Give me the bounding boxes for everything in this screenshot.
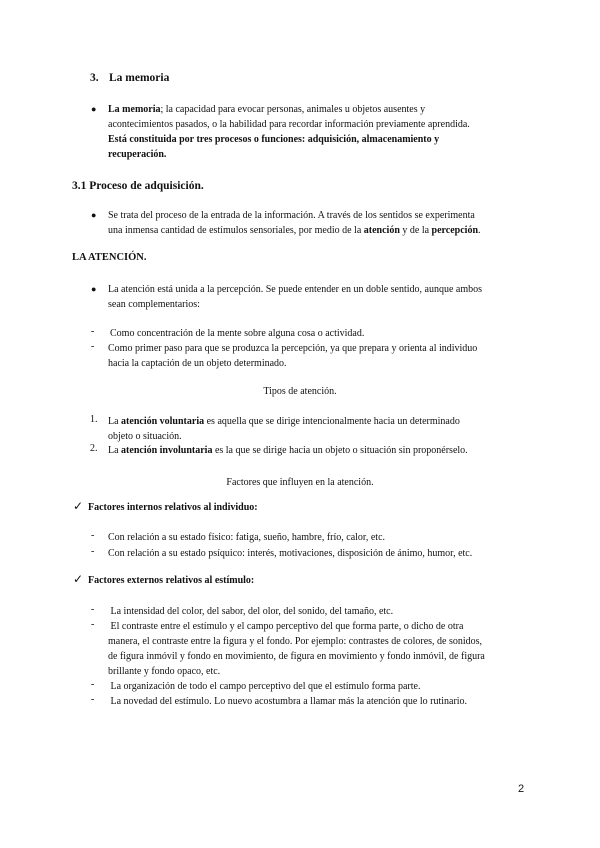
factor-interno-item: Con relación a su estado físico: fatiga, sueño, hambre, frío, calor, etc.	[108, 532, 386, 543]
section-3-1-title: 3.1 Proceso de adquisición.	[72, 180, 204, 192]
section-3-number: 3.	[90, 72, 99, 84]
bullet-dot: ●	[91, 210, 97, 220]
factor-externo-item: La organización de todo el campo perceptivo del que el estímulo forma parte.	[108, 681, 421, 692]
list-number: 2.	[90, 443, 98, 454]
tipo-item: La atención involuntaria es la que se dirige hacia un objeto o situación sin proponérselo.	[108, 445, 468, 456]
dash-marker: -	[91, 341, 95, 352]
adquisicion-paragraph: Se trata del proceso de la entrada de la información. A través de los sentidos se experimenta una inmensa cantidad de estímulos sensoriales, por medio de la atención y de la percepción.	[108, 210, 481, 236]
factor-interno-item: Con relación a su estado psíquico: interés, motivaciones, disposición de ánimo, humor, etc.	[108, 548, 473, 559]
factores-internos-title: Factores internos relativos al individuo:	[88, 502, 258, 513]
memoria-paragraph: La memoria; la capacidad para evocar personas, animales u objetos ausentes y acontecimientos pasados, o la habilidad para recordar información previamente aprendida. Está constituida por tres procesos o funciones: adquisición, almacenamiento y recuperación.	[108, 104, 470, 160]
dash-marker: -	[91, 326, 95, 337]
factor-externo-item: El contraste entre el estímulo y el campo perceptivo del que forma parte, o dicho de otra manera, el contraste entre la figura y el fondo. Por ejemplo: contrastes de colores, de sonidos, de figura inmóvil y fondo en movimiento, de figura en movimiento y fondo inmóvil, de figura brillante y fondo opaco, etc.	[108, 621, 485, 677]
atencion-dash-item: Como concentración de la mente sobre alguna cosa o actividad.	[110, 328, 365, 339]
checkmark-icon: ✓	[73, 499, 84, 513]
atencion-paragraph: La atención está unida a la percepción. Se puede entender en un doble sentido, aunque ambos sean complementarios:	[108, 284, 483, 310]
checkmark-icon: ✓	[73, 572, 84, 586]
dash-marker: -	[91, 530, 95, 541]
bullet-dot: ●	[91, 104, 97, 114]
factores-heading: Factores que influyen en la atención.	[226, 477, 374, 488]
tipos-heading: Tipos de atención.	[263, 386, 337, 397]
dash-marker: -	[91, 694, 95, 705]
dash-marker: -	[91, 604, 95, 615]
tipo-item: La atención voluntaria es aquella que se dirige intencionalmente hacia un determinado objeto o situación.	[108, 416, 460, 442]
atencion-title: LA ATENCIÓN.	[72, 252, 147, 263]
dash-marker: -	[91, 619, 95, 630]
dash-marker: -	[91, 546, 95, 557]
factor-externo-item: La novedad del estímulo. Lo nuevo acostumbra a llamar más la atención que lo rutinario.	[108, 696, 468, 707]
memoria-term: La memoria	[108, 104, 161, 115]
page-number: 2	[518, 783, 525, 795]
factor-externo-item: La intensidad del color, del sabor, del olor, del sonido, del tamaño, etc.	[108, 606, 394, 617]
list-number: 1.	[90, 414, 98, 425]
dash-marker: -	[91, 679, 95, 690]
bullet-dot: ●	[91, 284, 97, 294]
section-3-title: La memoria	[109, 72, 170, 84]
factores-externos-title: Factores externos relativos al estímulo:	[88, 575, 255, 586]
atencion-dash-item: Como primer paso para que se produzca la percepción, ya que prepara y orienta al individuo hacia la captación de un objeto determinado.	[108, 343, 478, 369]
